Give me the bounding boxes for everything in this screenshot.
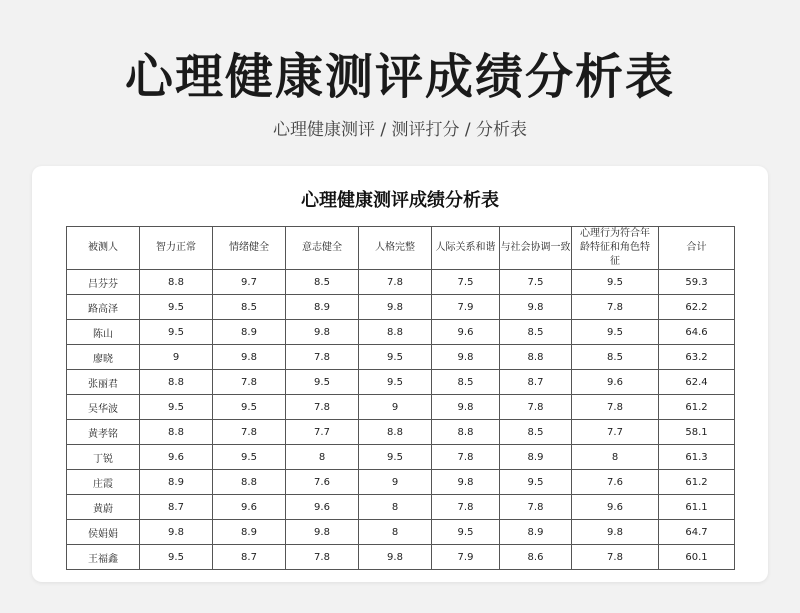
score-cell[interactable]: 64.7: [659, 520, 735, 545]
score-cell[interactable]: 61.2: [659, 470, 735, 495]
score-cell[interactable]: 8: [359, 495, 432, 520]
score-cell[interactable]: 9: [140, 345, 213, 370]
score-cell[interactable]: 7.8: [572, 395, 659, 420]
score-cell[interactable]: 9.7: [213, 270, 286, 295]
score-cell[interactable]: 9.8: [500, 295, 572, 320]
score-cell[interactable]: 7.8: [500, 495, 572, 520]
column-header: 被测人: [67, 227, 140, 270]
score-cell[interactable]: 7.9: [432, 295, 500, 320]
table-header-row: [67, 227, 735, 270]
score-cell[interactable]: 8.9: [140, 470, 213, 495]
score-cell[interactable]: 8.5: [286, 270, 359, 295]
score-cell[interactable]: 7.8: [359, 270, 432, 295]
score-cell[interactable]: 7.6: [572, 470, 659, 495]
table-row: [67, 545, 735, 570]
score-cell[interactable]: 8.8: [500, 345, 572, 370]
score-cell[interactable]: 9.5: [140, 295, 213, 320]
score-cell[interactable]: 7.5: [432, 270, 500, 295]
score-cell[interactable]: 9.5: [140, 545, 213, 570]
score-cell[interactable]: 8.9: [286, 295, 359, 320]
score-cell[interactable]: 62.4: [659, 370, 735, 395]
score-cell[interactable]: 9.6: [286, 495, 359, 520]
name-cell[interactable]: 黄孝铭: [67, 420, 140, 445]
score-cell[interactable]: 9.8: [432, 345, 500, 370]
score-cell[interactable]: 8.9: [500, 520, 572, 545]
score-cell[interactable]: 8.7: [140, 495, 213, 520]
table-row: [67, 270, 735, 295]
score-cell[interactable]: 8.8: [432, 420, 500, 445]
score-cell[interactable]: 8.8: [140, 420, 213, 445]
score-cell[interactable]: 61.1: [659, 495, 735, 520]
score-cell[interactable]: 63.2: [659, 345, 735, 370]
score-cell[interactable]: 7.8: [286, 345, 359, 370]
score-cell[interactable]: 9.5: [140, 395, 213, 420]
name-cell[interactable]: 吕芬芬: [67, 270, 140, 295]
column-header: 意志健全: [286, 227, 359, 270]
score-cell[interactable]: 9.5: [572, 270, 659, 295]
score-cell[interactable]: 8.8: [140, 370, 213, 395]
column-header: 合计: [659, 227, 735, 270]
score-cell[interactable]: 8.5: [432, 370, 500, 395]
score-cell[interactable]: 7.9: [432, 545, 500, 570]
score-cell[interactable]: 62.2: [659, 295, 735, 320]
table-row: [67, 520, 735, 545]
score-cell[interactable]: 7.8: [213, 370, 286, 395]
column-header: 智力正常: [140, 227, 213, 270]
table-row: [67, 495, 735, 520]
score-cell[interactable]: 9.6: [572, 370, 659, 395]
score-cell[interactable]: 61.2: [659, 395, 735, 420]
sheet-card: [32, 166, 768, 582]
score-cell[interactable]: 8.8: [359, 320, 432, 345]
column-header: 人格完整: [359, 227, 432, 270]
column-header: 心理行为符合年龄特征和角色特征: [572, 227, 659, 270]
sheet-title: 心理健康测评成绩分析表: [301, 190, 499, 211]
score-cell[interactable]: 8: [572, 445, 659, 470]
score-cell[interactable]: 9.5: [359, 345, 432, 370]
column-header: 情绪健全: [213, 227, 286, 270]
name-cell[interactable]: 陈山: [67, 320, 140, 345]
score-cell[interactable]: 8.6: [500, 545, 572, 570]
score-cell[interactable]: 9.8: [359, 545, 432, 570]
column-header: 人际关系和谐: [432, 227, 500, 270]
score-cell[interactable]: 9.6: [572, 495, 659, 520]
score-cell[interactable]: 9.6: [140, 445, 213, 470]
score-cell[interactable]: 7.8: [572, 295, 659, 320]
score-cell[interactable]: 9.8: [359, 295, 432, 320]
score-cell[interactable]: 9.8: [140, 520, 213, 545]
table-row: [67, 470, 735, 495]
score-cell[interactable]: 9.5: [140, 320, 213, 345]
score-cell[interactable]: 8: [359, 520, 432, 545]
score-cell[interactable]: 8.8: [213, 470, 286, 495]
table-row: [67, 395, 735, 420]
score-cell[interactable]: 8.5: [500, 420, 572, 445]
score-cell[interactable]: 8.7: [500, 370, 572, 395]
column-header: 与社会协调一致: [500, 227, 572, 270]
score-cell[interactable]: 9.5: [213, 395, 286, 420]
score-cell[interactable]: 8: [286, 445, 359, 470]
score-cell[interactable]: 8.7: [213, 545, 286, 570]
score-cell[interactable]: 7.7: [572, 420, 659, 445]
score-cell[interactable]: 7.8: [213, 420, 286, 445]
score-cell[interactable]: 9.6: [213, 495, 286, 520]
name-cell[interactable]: 王福鑫: [67, 545, 140, 570]
score-cell[interactable]: 9: [359, 395, 432, 420]
score-cell[interactable]: 8.5: [572, 345, 659, 370]
score-table: [66, 226, 735, 570]
score-cell[interactable]: 9.5: [572, 320, 659, 345]
name-cell[interactable]: 吴华波: [67, 395, 140, 420]
score-cell[interactable]: 9.8: [213, 345, 286, 370]
table-row: [67, 370, 735, 395]
name-cell[interactable]: 廖晓: [67, 345, 140, 370]
score-cell[interactable]: 7.8: [572, 545, 659, 570]
score-cell[interactable]: 8.5: [500, 320, 572, 345]
score-cell[interactable]: 60.1: [659, 545, 735, 570]
score-cell[interactable]: 8.9: [213, 320, 286, 345]
score-cell[interactable]: 9.5: [213, 445, 286, 470]
name-cell[interactable]: 庄霞: [67, 470, 140, 495]
score-cell[interactable]: 9.5: [359, 370, 432, 395]
score-cell[interactable]: 7.7: [286, 420, 359, 445]
score-cell[interactable]: 59.3: [659, 270, 735, 295]
table-row: [67, 345, 735, 370]
score-cell[interactable]: 61.3: [659, 445, 735, 470]
score-cell[interactable]: 9.6: [432, 320, 500, 345]
score-cell[interactable]: 9.8: [286, 320, 359, 345]
score-cell[interactable]: 7.5: [500, 270, 572, 295]
score-cell[interactable]: 8.8: [140, 270, 213, 295]
score-cell[interactable]: 9: [359, 470, 432, 495]
score-cell[interactable]: 7.8: [286, 395, 359, 420]
score-cell[interactable]: 7.6: [286, 470, 359, 495]
table-row: [67, 320, 735, 345]
score-cell[interactable]: 58.1: [659, 420, 735, 445]
name-cell[interactable]: 黄蔚: [67, 495, 140, 520]
score-cell[interactable]: 9.5: [500, 470, 572, 495]
score-cell[interactable]: 9.8: [572, 520, 659, 545]
score-cell[interactable]: 9.8: [432, 395, 500, 420]
score-cell[interactable]: 9.5: [432, 520, 500, 545]
table-row: [67, 295, 735, 320]
table-row: [67, 420, 735, 445]
name-cell[interactable]: 侯娟娟: [67, 520, 140, 545]
score-cell[interactable]: 8.5: [213, 295, 286, 320]
name-cell[interactable]: 路高泽: [67, 295, 140, 320]
table-row: [67, 445, 735, 470]
name-cell[interactable]: 丁锐: [67, 445, 140, 470]
score-cell[interactable]: 9.5: [286, 370, 359, 395]
page-title: 心理健康测评成绩分析表: [124, 49, 675, 105]
score-cell[interactable]: 7.8: [432, 495, 500, 520]
score-cell[interactable]: 7.8: [286, 545, 359, 570]
score-cell[interactable]: 7.8: [432, 445, 500, 470]
name-cell[interactable]: 张丽君: [67, 370, 140, 395]
score-cell[interactable]: 9.8: [286, 520, 359, 545]
score-cell[interactable]: 9.8: [432, 470, 500, 495]
score-cell[interactable]: 9.5: [359, 445, 432, 470]
score-cell[interactable]: 8.8: [359, 420, 432, 445]
breadcrumb: 心理健康测评 / 测评打分 / 分析表: [272, 120, 528, 140]
score-cell[interactable]: 8.9: [213, 520, 286, 545]
score-cell[interactable]: 8.9: [500, 445, 572, 470]
score-cell[interactable]: 64.6: [659, 320, 735, 345]
score-cell[interactable]: 7.8: [500, 395, 572, 420]
